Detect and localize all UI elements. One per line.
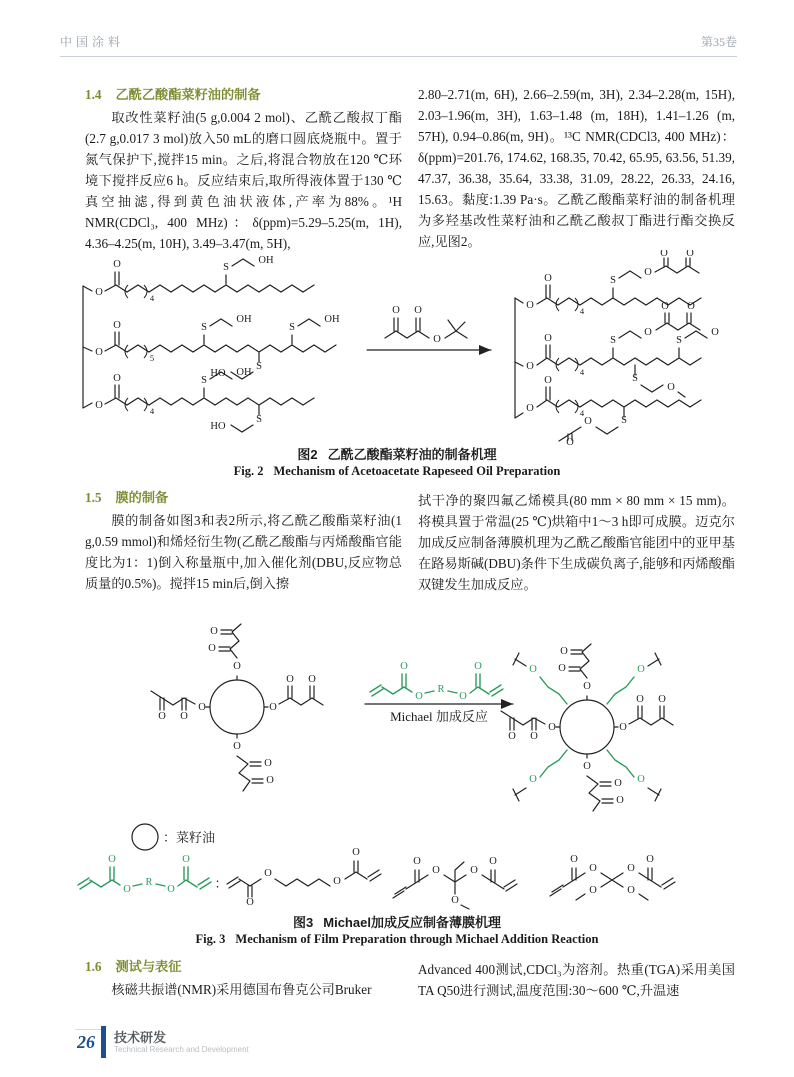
journal-title: 中国涂料 (60, 35, 125, 49)
atom-label-o: O (544, 333, 552, 344)
atom-label-r: R (145, 877, 153, 888)
atom-label-o: O (489, 856, 497, 867)
atom-label-s: S (201, 322, 207, 333)
atom-label-o: O (95, 287, 103, 298)
atom-label-o: O (589, 885, 597, 896)
atom-label-s: S (676, 335, 682, 346)
atom-label-o: O (392, 305, 400, 316)
section-1-4 (85, 84, 735, 254)
figure-3-structure (67, 612, 727, 912)
atom-label-o: O (182, 854, 190, 865)
atom-label-ho: HO (210, 421, 226, 432)
figure-2-structure (67, 250, 727, 447)
atom-label-o: O (589, 863, 597, 874)
atom-label-o: O (95, 347, 103, 358)
atom-label-oh: OH (236, 314, 252, 325)
atom-label-o: O (158, 711, 166, 722)
acetoacetate-arms (151, 624, 323, 791)
atom-label-o: O (616, 795, 624, 806)
atom-label-o: O (167, 884, 175, 895)
figure-3-number-cn: 图3 (293, 915, 314, 930)
legend-oil-label: ：菜籽油 (163, 830, 216, 845)
figure-3-number-en: Fig. 3 (195, 932, 226, 946)
atom-label-o: O (233, 741, 241, 752)
page-header (60, 33, 737, 57)
atom-label-o: O (246, 897, 254, 908)
atom-label-o: O (432, 865, 440, 876)
atom-label-o: O (558, 663, 566, 674)
rapeseed-oil-core (210, 680, 264, 734)
atom-label-n4: 4 (579, 306, 585, 316)
section-1-5 (85, 487, 735, 595)
atom-label-o: O (627, 863, 635, 874)
atom-label-o: O (264, 758, 272, 769)
atom-label-o: O (583, 681, 591, 692)
acetoacetate-arms-product (501, 644, 673, 811)
atom-label-o: O (530, 731, 538, 742)
section-1-4-right-column (418, 84, 735, 254)
figure-3-atom-labels (108, 626, 666, 908)
atom-label-s: S (621, 415, 627, 426)
paragraph: 核磁共振谱(NMR)采用德国布鲁克公司Bruker (111, 982, 372, 997)
reaction-arrowhead (479, 345, 491, 355)
atom-label-ho: HO (210, 368, 226, 379)
atom-label-oh: OH (236, 367, 252, 378)
atom-label-o: O (619, 722, 627, 733)
figure-2 (67, 250, 727, 447)
atom-label-o: O (352, 847, 360, 858)
hdda-skeleton (227, 861, 381, 897)
section-number: 1.4 (85, 87, 102, 102)
atom-label-o: O (711, 327, 719, 338)
michael-addition-label: Michael 加成反应 (390, 709, 488, 724)
atom-label-s: S (256, 361, 262, 372)
section-title: 乙酰乙酸酯菜籽油的制备 (115, 87, 261, 102)
atom-label-o: O (198, 702, 206, 713)
atom-label-o: O (526, 300, 534, 311)
atom-label-n4: 4 (579, 367, 585, 377)
atom-label-r: R (437, 684, 445, 695)
atom-label-o: O (286, 674, 294, 685)
section-1-6 (85, 956, 735, 1001)
atom-label-o: O (560, 646, 568, 657)
atom-label-o: O (414, 305, 422, 316)
atom-label-o: O (474, 661, 482, 672)
atom-label-o: O (636, 694, 644, 705)
atom-label-s: S (289, 322, 295, 333)
atom-label-o: O (544, 375, 552, 386)
section-1-4-left-column (85, 84, 402, 254)
atom-label-o: O (113, 320, 121, 331)
section-1-5-right-column (418, 490, 735, 595)
atom-label-o: O (661, 301, 669, 312)
atom-label-o: O (470, 865, 478, 876)
atom-label-o: O (264, 868, 272, 879)
atom-label-o: O (113, 259, 121, 270)
figure-3-title-en: Mechanism of Film Preparation through Michael Addition Reaction (235, 932, 599, 946)
section-1-6-right-column (418, 959, 735, 1001)
figure-3-caption (0, 915, 794, 947)
section-1-6-left-column (85, 956, 402, 1001)
volume-label: 第35卷 (700, 35, 737, 49)
atom-label-o: O (548, 722, 556, 733)
section-number: 1.5 (85, 490, 102, 505)
section-1-5-left-column (85, 487, 402, 595)
atom-label-o: O (508, 731, 516, 742)
atom-label-n5: 5 (149, 353, 155, 363)
atom-label-o: O (333, 876, 341, 887)
atom-label-o: O (566, 437, 574, 447)
paragraph: 膜的制备如图3和表2所示,将乙酰乙酸酯菜籽油(1 g,0.59 mmol)和烯烃衍生物(乙酰乙酸酯与丙烯酸酯官能度比为1：1)倒入称量瓶中,加入催化剂(DBU,反应物总质量的0.5%)。搅拌15 min后,倒入擦 (85, 513, 402, 591)
atom-label-oh: OH (258, 255, 274, 266)
figure-3 (67, 612, 727, 912)
atom-label-oh: OH (324, 314, 340, 325)
legend-colon: ： (214, 876, 228, 891)
atom-label-s: S (201, 375, 207, 386)
footer-divider-bar (101, 1026, 106, 1058)
atom-label-o: O (687, 301, 695, 312)
atom-label-o: O (644, 327, 652, 338)
atom-label-s: S (610, 335, 616, 346)
atom-label-s: S (610, 275, 616, 286)
figure-2-caption (0, 447, 794, 479)
atom-label-o: O (658, 694, 666, 705)
atom-label-o: O (413, 856, 421, 867)
atom-label-o: O (529, 664, 537, 675)
atom-label-o: O (210, 626, 218, 637)
atom-label-o: O (646, 854, 654, 865)
section-title: 膜的制备 (115, 490, 169, 505)
atom-label-o: O (529, 774, 537, 785)
footer-department (114, 1030, 249, 1055)
atom-label-o: O (113, 373, 121, 384)
section-1-6-heading (85, 956, 402, 977)
atom-label-n4: 4 (149, 293, 155, 303)
atom-label-o: O (108, 854, 116, 865)
atom-label-o: O (614, 778, 622, 789)
atom-label-o: O (266, 775, 274, 786)
atom-label-o: O (526, 403, 534, 414)
section-title: 测试与表征 (115, 959, 182, 974)
repeat-parentheses (125, 285, 578, 413)
page-footer (75, 1026, 249, 1058)
section-number: 1.6 (85, 959, 102, 974)
paragraph: 取改性菜籽油(5 g,0.004 2 mol)、乙酰乙酸叔丁酯(2.7 g,0.017 3 mol)放入50 mL的磨口圆底烧瓶中。置于氮气保护下,搅拌15 min。之后,将混合物放在120 ℃环境下搅拌反应6 h。反应结束后,取所得液体置于130 ℃真空抽滤,得到黄色油状液体,产率为88%。¹H NMR(CDCl₃, 400 MHz)：δ(ppm)=5.29–5.25(m, 1H), 4.36–4.25(m, 10H), 3.49–3.47(m, 5H), (85, 110, 402, 251)
page-number: 26 (75, 1029, 101, 1055)
triglyceride-skeleton (83, 259, 336, 432)
atom-label-s: S (223, 262, 229, 273)
atom-label-o: O (269, 702, 277, 713)
legend-oil-circle (132, 824, 158, 850)
figure-2-atom-labels (95, 250, 719, 447)
atom-label-o: O (526, 361, 534, 372)
atom-label-o: O (660, 250, 668, 259)
figure-2-number-cn: 图2 (297, 447, 318, 462)
figure-2-title-cn: 乙酰乙酸酯菜籽油的制备机理 (327, 447, 497, 462)
atom-label-o: O (544, 273, 552, 284)
rapeseed-oil-core-product (560, 700, 614, 754)
atom-label-o: O (400, 661, 408, 672)
atom-label-o: O (644, 267, 652, 278)
atom-label-o: O (637, 664, 645, 675)
atom-label-o: O (233, 661, 241, 672)
atom-label-o: O (583, 761, 591, 772)
atom-label-o: O (95, 400, 103, 411)
section-1-5-heading (85, 487, 402, 508)
atom-label-o: O (123, 884, 131, 895)
atom-label-o: O (570, 854, 578, 865)
figure-3-title-cn: Michael加成反应制备薄膜机理 (323, 915, 501, 930)
figure-2-number-en: Fig. 2 (233, 464, 264, 478)
paragraph: 拭干净的聚四氟乙烯模具(80 mm × 80 mm × 15 mm)。将模具置于常温(25 ℃)烘箱中1～3 h即可成膜。迈克尔加成反应制备薄膜机理为乙酰乙酸酯官能团中的亚甲基在路易斯碱(DBU)条件下生成碳负离子,能够和丙烯酸酯双键发生加成反应。 (418, 493, 735, 592)
atom-label-n4: 4 (579, 408, 585, 418)
paragraph: 2.80–2.71(m, 6H), 2.66–2.59(m, 3H), 2.34–2.28(m, 15H), 2.03–1.96(m, 3H), 1.63–1.48 (m, 18H), 1.41–1.26 (m, 57H), 0.94–0.86(m, 9H)。¹³C NMR(CDCl3, 400 MHz)：δ(ppm)=201.76, 174.62, 168.35, 70.42, 65.95, 63.56, 51.39, 47.37, 36.38, 35.64, 33.38, 31.09, 28.22, 26.33, 24.16, 15.63。黏度:1.39 Pa·s。乙酰乙酸酯菜籽油的制备机理为多羟基改性菜籽油和乙酰乙酸叔丁酯进行酯交换反应,见图2。 (418, 87, 735, 249)
atom-label-s: S (256, 414, 262, 425)
atom-label-o: O (433, 334, 441, 345)
atom-label-o: O (451, 895, 459, 906)
department-name-cn: 技术研发 (114, 1029, 167, 1045)
atom-label-o: O (667, 382, 675, 393)
peta-skeleton (550, 868, 675, 900)
paragraph: Advanced 400测试,CDCl₃为溶剂。热重(TGA)采用美国TA Q50进行测试,温度范围:30～600 ℃,升温速 (418, 962, 735, 998)
atom-label-o: O (208, 643, 216, 654)
atom-label-o: O (459, 691, 467, 702)
department-name-en: Technical Research and Development (114, 1044, 249, 1054)
atom-label-o: O (180, 711, 188, 722)
figure-2-title-en: Mechanism of Acetoacetate Rapeseed Oil Preparation (273, 464, 561, 478)
atom-label-n4: 4 (149, 406, 155, 416)
tert-butyl-acetoacetate-skeleton (385, 318, 467, 338)
section-1-4-heading (85, 84, 402, 105)
atom-label-o: O (627, 885, 635, 896)
atom-label-o: O (415, 691, 423, 702)
reaction-arrowhead (501, 699, 513, 709)
atom-label-o: O (584, 416, 592, 427)
atom-label-o: O (637, 774, 645, 785)
atom-label-o: O (308, 674, 316, 685)
atom-label-s: S (632, 373, 638, 384)
atom-label-o: O (686, 250, 694, 259)
